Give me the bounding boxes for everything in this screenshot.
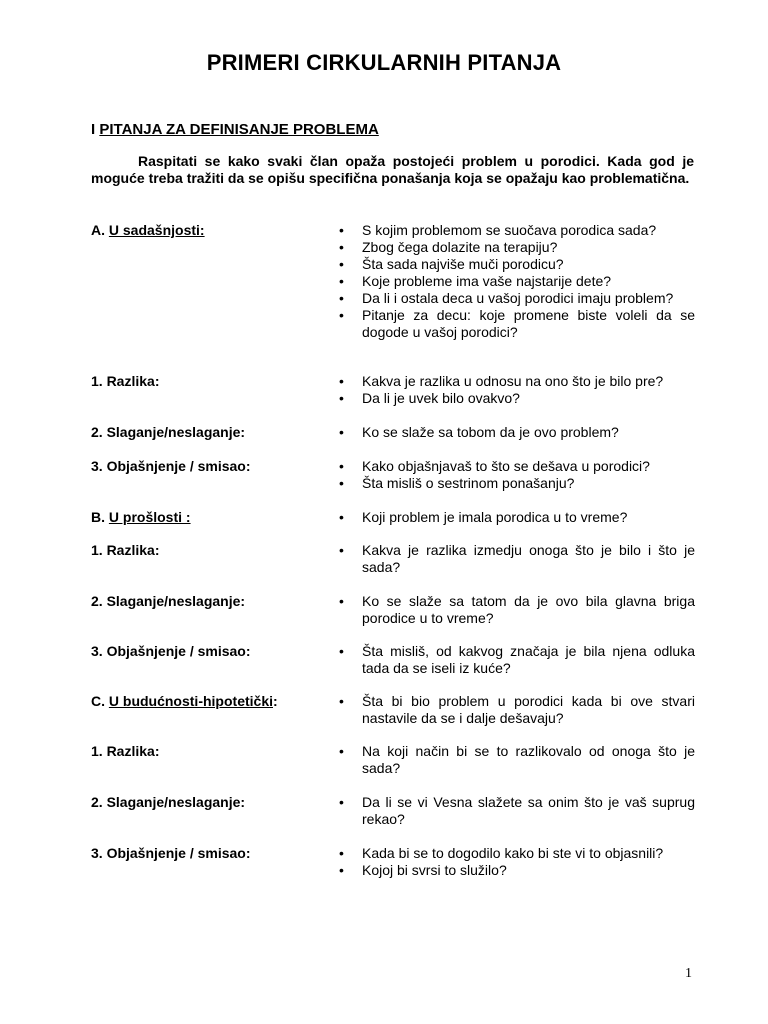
row-label-text: 3. Objašnjenje / smisao:: [91, 845, 251, 861]
row-label-text: 2. Slaganje/neslaganje:: [91, 794, 246, 810]
row-label: [91, 424, 245, 441]
row-label-text: U sadašnjosti:: [108, 222, 205, 238]
question-item: • Kojoj bi svrsi to služilo?: [337, 862, 695, 879]
row-label: [91, 743, 159, 760]
row-label: [91, 222, 205, 239]
question-bullets: [337, 794, 695, 828]
question-item: • Da li se vi Vesna slažete sa onim što je vaš suprug rekao?: [337, 794, 695, 828]
question-item: • Šta misliš o sestrinom ponašanju?: [337, 475, 695, 492]
row-label: [91, 458, 251, 475]
question-bullets: [337, 509, 695, 526]
question-item: • Kada bi se to dogodilo kako bi ste vi to objasnili?: [337, 845, 695, 862]
row-label-text: 3. Objašnjenje / smisao:: [91, 643, 251, 659]
question-item: • Da li je uvek bilo ovakvo?: [337, 390, 695, 407]
intro-paragraph: Raspitati se kako svaki član opaža postojeći problem u porodici. Kada god je moguće treba tražiti da se opišu specifična ponašanja koja se opažaju kao problematična.: [91, 153, 694, 186]
question-item: • Ko se slaže sa tatom da je ovo bila glavna briga porodice u to vreme?: [337, 593, 695, 627]
question-item: • Šta bi bio problem u porodici kada bi ove stvari nastavile da se i dalje dešavaju?: [337, 693, 695, 727]
question-item: • Kako objašnjavaš to što se dešava u porodici?: [337, 458, 695, 475]
question-item: • Šta misliš, od kakvog značaja je bila njena odluka tada da se iseli iz kuće?: [337, 643, 695, 677]
question-bullets: [337, 424, 695, 441]
question-item: • Zbog čega dolazite na terapiju?: [337, 239, 695, 256]
row-label-prefix: C.: [91, 693, 109, 709]
question-item: • Kakva je razlika izmedju onoga što je bilo i što je sada?: [337, 542, 695, 576]
row-label-text: 2. Slaganje/neslaganje:: [91, 424, 246, 440]
page-number: 1: [685, 966, 692, 981]
row-label-text: 1. Razlika:: [91, 743, 160, 759]
row-label-suffix: :: [273, 693, 278, 709]
question-bullets: [337, 373, 695, 407]
question-item: • Pitanje za decu: koje promene biste voleli da se dogode u vašoj porodici?: [337, 307, 695, 341]
question-bullets: [337, 593, 695, 627]
row-label-text: 2. Slaganje/neslaganje:: [91, 593, 246, 609]
question-bullets: [337, 458, 695, 492]
section-heading: [91, 121, 379, 138]
question-item: • Na koji način bi se to razlikovalo od onoga što je sada?: [337, 743, 695, 777]
row-label: [91, 643, 251, 660]
row-label: [91, 373, 159, 390]
row-label: [91, 794, 245, 811]
question-bullets: [337, 643, 695, 677]
row-label-text: 3. Objašnjenje / smisao:: [91, 458, 251, 474]
row-label-text: 1. Razlika:: [91, 373, 160, 389]
question-item: • Koje probleme ima vaše najstarije dete?: [337, 273, 695, 290]
question-bullets: [337, 542, 695, 576]
question-bullets: [337, 222, 695, 341]
question-bullets: [337, 845, 695, 879]
row-label: [91, 542, 159, 559]
question-item: • Kakva je razlika u odnosu na ono što je bilo pre?: [337, 373, 695, 390]
row-label: [91, 845, 251, 862]
question-item: • S kojim problemom se suočava porodica sada?: [337, 222, 695, 239]
question-item: • Koji problem je imala porodica u to vreme?: [337, 509, 695, 526]
section-title: PITANJA ZA DEFINISANJE PROBLEMA: [99, 121, 379, 138]
row-label-text: 1. Razlika:: [91, 542, 160, 558]
question-item: • Šta sada najviše muči porodicu?: [337, 256, 695, 273]
row-label-prefix: A.: [91, 222, 109, 238]
document-title: PRIMERI CIRKULARNIH PITANJA: [206, 50, 562, 75]
question-bullets: [337, 693, 695, 727]
question-item: • Da li i ostala deca u vašoj porodici imaju problem?: [337, 290, 695, 307]
row-label: [91, 509, 191, 526]
question-bullets: [337, 743, 695, 777]
question-item: • Ko se slaže sa tobom da je ovo problem?: [337, 424, 695, 441]
row-label-text: U prošlosti :: [108, 509, 191, 525]
row-label-prefix: B.: [91, 509, 109, 525]
section-numeral: I: [91, 121, 96, 138]
row-label-text: U budućnosti-hipotetički: [108, 693, 273, 709]
row-label: [91, 593, 245, 610]
row-label: [91, 693, 278, 710]
